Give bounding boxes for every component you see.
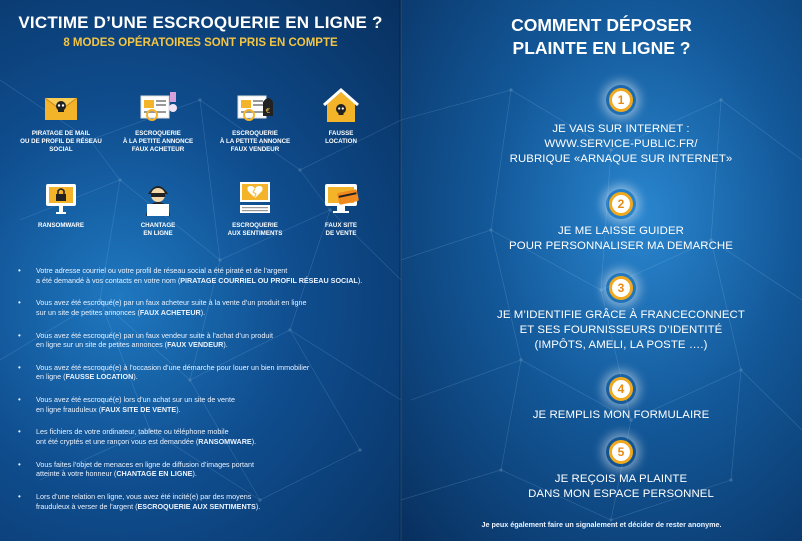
mode-mail-hack: PIRATAGE DE MAIL OU DE PROFIL DE RÉSEAU SOCIAL (13, 88, 109, 154)
left-subtitle: 8 MODES OPÉRATOIRES SONT PRIS EN COMPTE (63, 37, 338, 49)
fake-shop-icon (321, 180, 361, 216)
ransomware-icon (41, 180, 81, 216)
step-number-3: 3 (609, 276, 633, 300)
mode-romance-scam: ESCROQUERIE AUX SENTIMENTS (207, 180, 303, 238)
right-panel (401, 0, 802, 541)
mode-fake-shop: FAUX SITE DE VENTE (293, 180, 389, 238)
classified-ad-buyer-icon (138, 88, 178, 124)
list-item: • Vous faites l’objet de menaces en ligne de diffusion d’images portant atteinte à votre honneur (CHANTAGE EN LIGNE). (16, 460, 386, 492)
step-text-4: JE REMPLIS MON FORMULAIRE (532, 409, 710, 421)
hacker-icon (138, 180, 178, 216)
step-text-1: JE VAIS SUR INTERNET : WWW.SERVICE-PUBLIC.FR/ RUBRIQUE «ARNAQUE SUR INTERNET» (509, 123, 733, 165)
svg-text:€: € (265, 107, 271, 115)
list-item: • Vous avez été escroqué(e) lors d’un achat sur un site de vente en ligne frauduleux (FAUX SITE DE VENTE). (16, 395, 386, 427)
step-number-4: 4 (609, 377, 633, 401)
house-icon (321, 88, 361, 124)
page-fold (399, 0, 402, 541)
right-title: COMMENT DÉPOSER PLAINTE EN LIGNE ? (511, 15, 692, 58)
step-text-3: JE M’IDENTIFIE GRÂCE À FRANCECONNECT ET SES FOURNISSEURS D’IDENTITÉ (IMPÔTS, AMELI, LA POSTE ….) (497, 309, 745, 351)
list-item: • Les fichiers de votre ordinateur, tablette ou téléphone mobile ont été cryptés et une rançon vous est demandée (RANSOMWARE). (16, 427, 386, 459)
mode-fake-seller: € ESCROQUERIE À LA PETITE ANNONCE FAUX VENDEUR (207, 88, 303, 154)
mode-fake-buyer: ESCROQUERIE À LA PETITE ANNONCE FAUX ACHETEUR (110, 88, 206, 154)
step-number-1: 1 (609, 88, 633, 112)
list-item: • Vous avez été escroqué(e) par un faux acheteur suite à la vente d’un produit en ligne sur un site de petites annonces (FAUX ACHETEUR). (16, 298, 386, 330)
step-number-5: 5 (609, 440, 633, 464)
step-text-2: JE ME LAISSE GUIDER POUR PERSONNALISER MA DEMARCHE (509, 225, 733, 252)
fraud-description-list (16, 266, 386, 524)
list-item: • Vous avez été escroqué(e) par un faux vendeur suite à l’achat d’un produit en ligne sur un site de petites annonces (FAUX VENDEUR). (16, 331, 386, 363)
broken-heart-icon (235, 180, 275, 216)
hacked-mail-icon (41, 88, 81, 124)
step-text-5: JE REÇOIS MA PLAINTE DANS MON ESPACE PERSONNEL (528, 473, 714, 500)
mode-online-blackmail: CHANTAGE EN LIGNE (110, 180, 206, 238)
list-item: • Vous avez été escroqué(e) à l’occasion d’une démarche pour louer un bien immobilier en ligne (FAUSSE LOCATION). (16, 363, 386, 395)
list-item: • Lors d’une relation en ligne, vous avez été incité(e) par des moyens frauduleux à verser de l’argent (ESCROQUERIE AUX SENTIMENTS). (16, 492, 386, 524)
mode-fake-rental: FAUSSE LOCATION (293, 88, 389, 146)
anonymous-report-note: Je peux également faire un signalement et décider de rester anonyme. (481, 520, 722, 529)
network-background (401, 0, 802, 541)
mode-ransomware: RANSOMWARE (13, 180, 109, 230)
list-item: • Votre adresse courriel ou votre profil de réseau social a été piraté et de l’argent a été demandé à vos contacts en votre nom (PIRATAGE COURRIEL OU PROFIL RÉSEAU SOCIAL). (16, 266, 386, 298)
classified-ad-seller-icon (235, 88, 275, 124)
left-title: VICTIME D’UNE ESCROQUERIE EN LIGNE ? (18, 13, 383, 32)
step-number-2: 2 (609, 192, 633, 216)
